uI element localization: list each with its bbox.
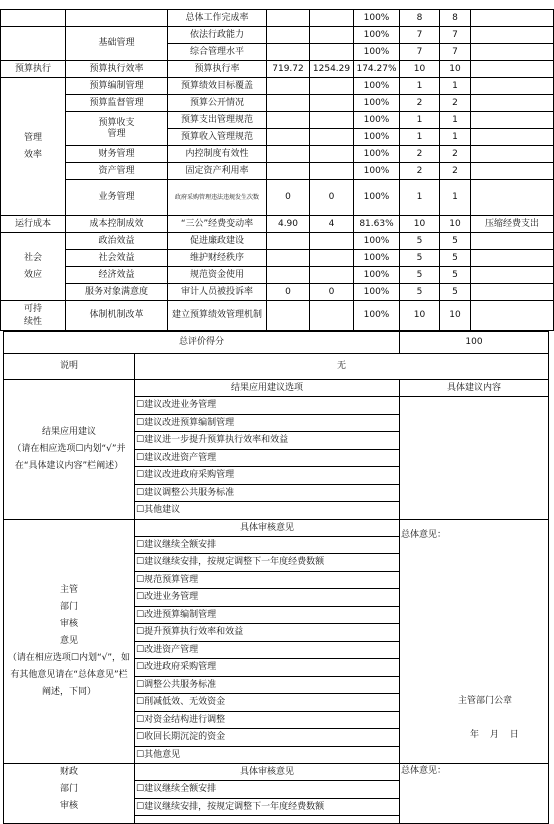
indicator: 预算绩效目标覆盖	[168, 78, 267, 95]
cell: 1	[400, 78, 440, 95]
cell	[310, 10, 354, 27]
cell: 5	[400, 284, 440, 301]
cell: 100%	[354, 284, 400, 301]
result-option[interactable]: ☐其他建议	[136, 505, 181, 515]
cell	[310, 112, 354, 129]
finance-label	[4, 764, 135, 824]
cell: 10	[400, 301, 440, 331]
supervisor-option[interactable]: ☐收回长期沉淀的资金	[135, 729, 399, 747]
supervisor-option[interactable]: ☐对资金结构进行调整	[135, 712, 399, 730]
cell: 100%	[354, 163, 400, 180]
cell	[1, 27, 66, 61]
indicator: 总体工作完成率	[168, 10, 267, 27]
cell	[267, 95, 310, 112]
indicator: 建立预算绩效管理机制	[168, 301, 267, 331]
indicator: 规范资金使用	[168, 267, 267, 284]
finance-overall-label: 总体意见：	[401, 766, 447, 776]
indicator: “三公”经费变动率	[168, 216, 267, 233]
supervisor-option[interactable]: ☐改进政府采购管理	[135, 659, 399, 677]
supervisor-option[interactable]: ☐建议继续全额安排	[135, 537, 399, 555]
performance-table	[0, 9, 554, 331]
cell	[267, 267, 310, 284]
cell: 100%	[354, 250, 400, 267]
cell	[267, 10, 310, 27]
supervisor-option[interactable]: ☐改进业务管理	[135, 589, 399, 607]
supervisor-overall[interactable]	[400, 519, 549, 764]
supervisor-header: 具体审核意见	[135, 520, 399, 537]
cell: 1	[400, 180, 440, 216]
cell: 10	[440, 301, 471, 331]
cell: 4	[310, 216, 354, 233]
indicator: 维护财经秩序	[168, 250, 267, 267]
cell: 100%	[354, 95, 400, 112]
cell	[471, 267, 554, 284]
cell: 8	[440, 10, 471, 27]
cell: 5	[440, 233, 471, 250]
cell	[267, 163, 310, 180]
sub-category: 服务对象满意度	[66, 284, 168, 301]
cell	[267, 146, 310, 163]
cell	[267, 112, 310, 129]
supervisor-option[interactable]: ☐规范预算管理	[135, 572, 399, 590]
cell: 10	[400, 216, 440, 233]
supervisor-seal: 主管部门公章	[458, 695, 513, 706]
indicator: 促进廉政建设	[168, 233, 267, 250]
cell: 100%	[354, 10, 400, 27]
cell	[310, 163, 354, 180]
cell	[267, 233, 310, 250]
cell: 2	[440, 95, 471, 112]
cell	[471, 44, 554, 61]
result-option[interactable]: ☐建议调整公共服务标准	[135, 485, 399, 503]
cell: 100%	[354, 146, 400, 163]
finance-option[interactable]: ☐建议继续全额安排	[135, 781, 399, 799]
cell: 10	[440, 216, 471, 233]
cell	[471, 250, 554, 267]
cell	[471, 284, 554, 301]
cell: 100%	[354, 112, 400, 129]
supervisor-label-line: 审核	[59, 618, 78, 629]
result-label: 结果应用建议 （请在相应选项☐内划“√”并在“具体建议内容”栏阐述）	[4, 380, 135, 520]
cell: 0	[267, 180, 310, 216]
sub-category: 基础管理	[66, 27, 168, 61]
category: 预算执行	[1, 61, 66, 78]
cell	[267, 129, 310, 146]
cell: 2	[400, 146, 440, 163]
cell: 5	[400, 267, 440, 284]
total-label: 总评价得分	[4, 332, 400, 354]
indicator: 预算收入管理规范	[168, 129, 267, 146]
result-option[interactable]: ☐建议改进预算编制管理	[135, 415, 399, 433]
cell: 7	[400, 44, 440, 61]
cell: 2	[400, 95, 440, 112]
cell	[310, 27, 354, 44]
cell: 2	[400, 163, 440, 180]
note-value: 无	[135, 354, 549, 380]
indicator: 预算执行率	[168, 61, 267, 78]
result-content-header: 具体建议内容	[400, 380, 548, 397]
supervisor-label	[4, 519, 135, 764]
result-option[interactable]: ☐建议进一步提升预算执行效率和效益	[135, 432, 399, 450]
cell	[310, 95, 354, 112]
sub-category: 预算收支 管理	[66, 112, 168, 146]
supervisor-overall-label: 总体意见：	[401, 529, 447, 540]
cell: 10	[440, 61, 471, 78]
indicator: 依法行政能力	[168, 27, 267, 44]
cell: 0	[310, 180, 354, 216]
category: 社会 效应	[1, 233, 66, 301]
cell	[471, 78, 554, 95]
finance-label-line: 审核	[59, 801, 78, 811]
sub-category: 经济效益	[66, 267, 168, 284]
cell	[471, 61, 554, 78]
finance-option[interactable]: ☐建议继续安排，按规定调整下一年度经费数额	[135, 799, 399, 817]
sub-category: 体制机制改革	[66, 301, 168, 331]
result-option[interactable]: ☐建议改进业务管理	[135, 397, 399, 415]
sub-category: 政治效益	[66, 233, 168, 250]
sub-category: 预算编制管理	[66, 78, 168, 95]
supervisor-option[interactable]: ☐其他意见	[136, 749, 181, 760]
cell: 1	[440, 129, 471, 146]
cell	[471, 129, 554, 146]
cell: 1	[400, 129, 440, 146]
cell: 1254.29	[310, 61, 354, 78]
cell	[310, 129, 354, 146]
cell: 719.72	[267, 61, 310, 78]
cell	[471, 233, 554, 250]
finance-overall[interactable]	[400, 764, 549, 824]
sub-category: 社会效益	[66, 250, 168, 267]
supervisor-label-note: （请在相应选项☐内划“√”，如有其他意见请在“总体意见”栏阐述，下同）	[7, 652, 131, 697]
note-label: 说明	[4, 354, 135, 380]
category: 管理 效率	[1, 78, 66, 216]
cell	[267, 78, 310, 95]
supervisor-label-line: 意见	[59, 635, 78, 646]
cell: 10	[400, 61, 440, 78]
indicator: 内控制度有效性	[168, 146, 267, 163]
category: 可持 续性	[1, 301, 66, 331]
sub-category: 业务管理	[66, 180, 168, 216]
cell: 5	[440, 250, 471, 267]
cell: 0	[310, 284, 354, 301]
indicator: 固定资产利用率	[168, 163, 267, 180]
cell: 100%	[354, 78, 400, 95]
sub-category: 预算监督管理	[66, 95, 168, 112]
cell: 7	[400, 27, 440, 44]
cell: 7	[440, 44, 471, 61]
cell	[310, 267, 354, 284]
indicator: 审计人员被投诉率	[168, 284, 267, 301]
supervisor-option[interactable]: ☐改进预算编制管理	[135, 607, 399, 625]
supervisor-label-line: 主管	[59, 584, 78, 595]
finance-label-line: 部门	[59, 784, 78, 794]
supervisor-option[interactable]: ☐建议继续安排，按规定调整下一年度经费数额	[135, 554, 399, 572]
cell: 压缩经费支出	[471, 216, 554, 233]
cell	[471, 10, 554, 27]
cell: 1	[440, 112, 471, 129]
cell: 100%	[354, 129, 400, 146]
result-options	[135, 380, 400, 520]
cell: 4.90	[267, 216, 310, 233]
sub-category: 财务管理	[66, 146, 168, 163]
supervisor-option[interactable]: ☐调整公共服务标准	[135, 677, 399, 695]
supervisor-label-line: 部门	[59, 601, 78, 612]
supervisor-options	[135, 519, 400, 764]
cell: 100%	[354, 44, 400, 61]
total-value: 100	[400, 332, 549, 354]
indicator: 预算支出管理规范	[168, 112, 267, 129]
cell: 7	[440, 27, 471, 44]
cell: 81.63%	[354, 216, 400, 233]
cell: 1	[440, 78, 471, 95]
finance-label-line: 财政	[59, 767, 78, 777]
sub-category: 资产管理	[66, 163, 168, 180]
supervisor-option[interactable]: ☐改进资产管理	[135, 642, 399, 660]
cell	[310, 44, 354, 61]
cell: 100%	[354, 27, 400, 44]
cell: 1	[440, 180, 471, 216]
review-table	[3, 331, 549, 824]
result-option[interactable]: ☐建议改进政府采购管理	[135, 467, 399, 485]
supervisor-option[interactable]: ☐提升预算执行效率和效益	[135, 624, 399, 642]
cell	[310, 233, 354, 250]
cell	[267, 250, 310, 267]
cell	[1, 10, 66, 27]
cell	[310, 78, 354, 95]
cell	[267, 44, 310, 61]
result-options-header: 结果应用建议选项	[135, 380, 399, 397]
cell	[66, 10, 168, 27]
result-content[interactable]	[400, 380, 549, 520]
cell	[310, 301, 354, 331]
cell	[471, 301, 554, 331]
finance-options	[135, 764, 400, 824]
cell: 5	[400, 233, 440, 250]
cell	[471, 180, 554, 216]
indicator: 预算公开情况	[168, 95, 267, 112]
cell: 100%	[354, 267, 400, 284]
cell: 100%	[354, 180, 400, 216]
sub-category: 预算执行效率	[66, 61, 168, 78]
indicator: 政府采购管理违法违规发生次数	[168, 180, 267, 216]
indicator: 综合管理水平	[168, 44, 267, 61]
supervisor-date: 年 月 日	[470, 729, 519, 740]
cell	[267, 27, 310, 44]
cell: 100%	[354, 233, 400, 250]
cell: 8	[400, 10, 440, 27]
cell	[471, 112, 554, 129]
cell	[267, 301, 310, 331]
cell: 174.27%	[354, 61, 400, 78]
cell	[471, 163, 554, 180]
cell	[471, 27, 554, 44]
cell: 5	[440, 267, 471, 284]
cell: 100%	[354, 301, 400, 331]
result-option[interactable]: ☐建议改进资产管理	[135, 450, 399, 468]
cell: 2	[440, 146, 471, 163]
cell	[471, 146, 554, 163]
cell: 2	[440, 163, 471, 180]
cell: 5	[440, 284, 471, 301]
category: 运行成本	[1, 216, 66, 233]
cell: 1	[400, 112, 440, 129]
cell	[310, 250, 354, 267]
cell	[471, 95, 554, 112]
cell: 5	[400, 250, 440, 267]
sub-category: 成本控制成效	[66, 216, 168, 233]
finance-header: 具体审核意见	[135, 764, 399, 781]
supervisor-option[interactable]: ☐削减低效、无效资金	[135, 694, 399, 712]
cell	[310, 146, 354, 163]
cell: 0	[267, 284, 310, 301]
